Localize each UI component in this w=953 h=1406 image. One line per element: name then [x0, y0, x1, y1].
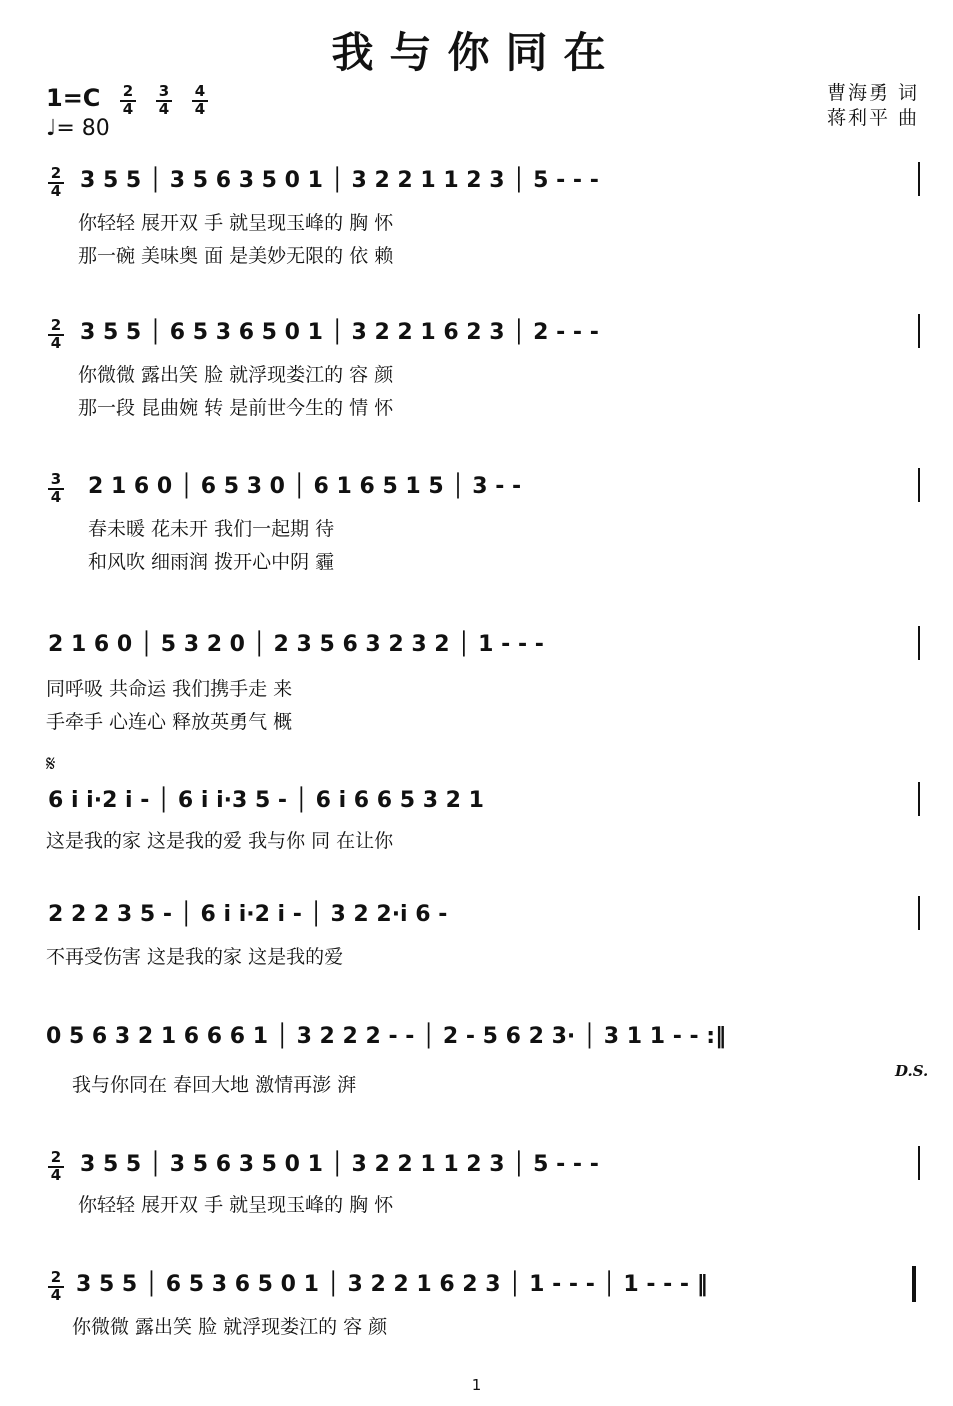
tempo-marking: ♩= 80: [46, 116, 110, 141]
lyrics-2-verse-1: 你微微 露出笑 脸 就浮现娄江的 容 颜: [78, 364, 394, 386]
system-time-signature: 2 4: [48, 318, 64, 351]
barline: [918, 896, 920, 930]
barline: [918, 626, 920, 660]
lyrics-8: 你轻轻 展开双 手 就呈现玉峰的 胸 怀: [78, 1194, 394, 1216]
lyrics-6: 不再受伤害 这是我的家 这是我的爱: [46, 946, 344, 968]
composer-credit: 蒋利平 曲: [826, 107, 919, 129]
lyrics-4-verse-1: 同呼吸 共命运 我们携手走 来: [46, 678, 293, 700]
page-number: 1: [471, 1376, 482, 1394]
barline: [918, 468, 920, 502]
barline: [918, 782, 920, 816]
notation-line-9: 3 5 5 │ 6 5 3 6 5 0 1 │ 3 2 2 1 6 2 3 │ 1 - - - │ 1 - - - ‖: [76, 1272, 708, 1297]
lyrics-3-verse-2: 和风吹 细雨润 拨开心中阴 霾: [88, 551, 335, 573]
lyrics-4-verse-2: 手牵手 心连心 释放英勇气 概: [46, 711, 293, 733]
system-time-signature: 2 4: [48, 1150, 64, 1183]
barline: [918, 162, 920, 196]
time-signature-3-4: 3 4: [156, 84, 172, 117]
lyrics-3-verse-1: 春未暖 花未开 我们一起期 待: [88, 518, 335, 540]
time-signature-4-4: 4 4: [192, 84, 208, 117]
final-barline: [912, 1266, 916, 1302]
barline: [918, 1146, 920, 1180]
notation-line-7: 0 5 6 3 2 1 6 6 6 1 │ 3 2 2 2 - - │ 2 - 5 6 2 3· │ 3 1 1 - - :‖: [46, 1024, 727, 1049]
segno-sign: 𝄋: [46, 752, 56, 777]
lyrics-5: 这是我的家 这是我的爱 我与你 同 在让你: [46, 830, 394, 852]
notation-line-5: 6 i i·2 i - │ 6 i i·3 5 - │ 6 i 6 6 5 3 2 1: [48, 788, 484, 813]
notation-line-2: 3 5 5 │ 6 5 3 6 5 0 1 │ 3 2 2 1 6 2 3 │ 2 - - -: [80, 320, 599, 345]
barline: [918, 314, 920, 348]
lyrics-2-verse-2: 那一段 昆曲婉 转 是前世今生的 情 怀: [78, 397, 394, 419]
ds-marking: D.S.: [895, 1062, 929, 1080]
notation-line-1: 3 5 5 │ 3 5 6 3 5 0 1 │ 3 2 2 1 1 2 3 │ 5 - - -: [80, 168, 599, 193]
lyricist-credit: 曹海勇 词: [826, 82, 919, 104]
notation-line-4: 2 1 6 0 │ 5 3 2 0 │ 2 3 5 6 3 2 3 2 │ 1 - - -: [48, 632, 544, 657]
lyrics-7: 我与你同在 春回大地 激情再澎 湃: [72, 1074, 357, 1096]
time-signature-2-4: 2 4: [120, 84, 136, 117]
system-time-signature: 2 4: [48, 1270, 64, 1303]
notation-line-3: 2 1 6 0 │ 6 5 3 0 │ 6 1 6 5 1 5 │ 3 - -: [88, 474, 522, 499]
lyrics-1-verse-1: 你轻轻 展开双 手 就呈现玉峰的 胸 怀: [78, 212, 394, 234]
notation-line-6: 2 2 2 3 5 - │ 6 i i·2 i - │ 3 2 2·i 6 -: [48, 902, 448, 927]
lyrics-1-verse-2: 那一碗 美味奥 面 是美妙无限的 依 赖: [78, 245, 394, 267]
key-signature: 1=C: [46, 84, 101, 112]
system-time-signature: 2 4: [48, 166, 64, 199]
page-title: 我与你同在: [331, 28, 622, 77]
lyrics-9: 你微微 露出笑 脸 就浮现娄江的 容 颜: [72, 1316, 388, 1338]
system-time-signature: 3 4: [48, 472, 64, 505]
notation-line-8: 3 5 5 │ 3 5 6 3 5 0 1 │ 3 2 2 1 1 2 3 │ 5 - - -: [80, 1152, 599, 1177]
